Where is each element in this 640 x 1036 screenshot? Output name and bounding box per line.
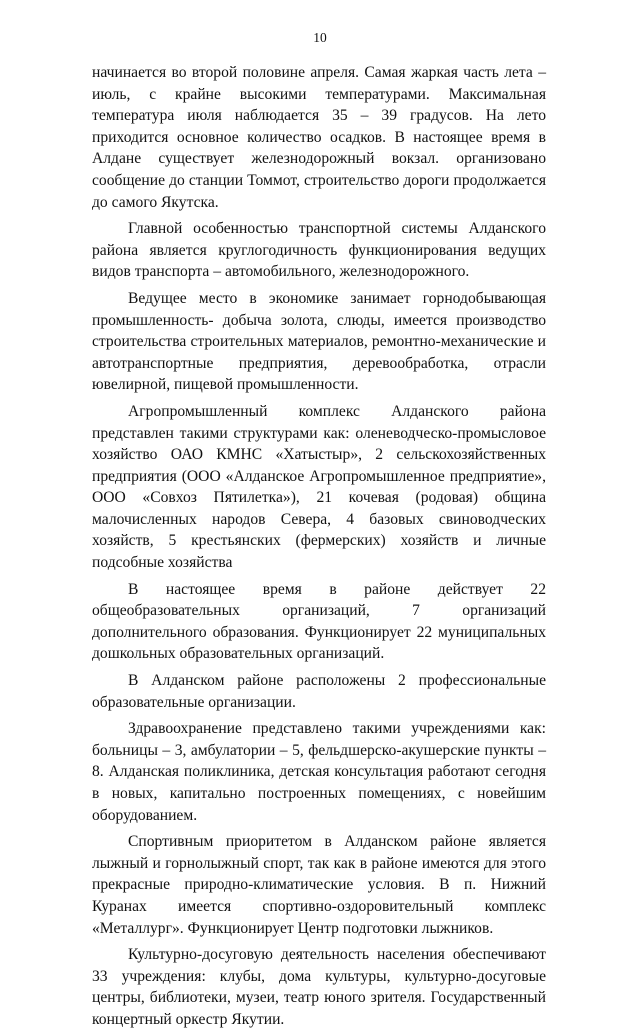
page-number: 10	[313, 30, 327, 45]
document-body	[92, 62, 546, 1036]
paragraph-sport: Спортивным приоритетом в Алданском районе является лыжный и горнолыжный спорт, так как в районе имеются для этого прекрасные природно-климатические условия. В п. Нижний Куранах имеется спортивно-оздоровительный комплекс «Металлург». Функционирует Центр подготовки лыжников.	[92, 833, 546, 937]
paragraph-healthcare: Здравоохранение представлено такими учреждениями как: больницы – 3, амбулатории – 5, фельдшерско-акушерские пункты – 8. Алданская поликлиника, детская консультация работают сегодня в новых, капитально построенных помещениях, с новейшим оборудованием.	[92, 720, 546, 824]
paragraph-agro-complex: Агропромышленный комплекс Алданского района представлен такими структурами как: оленеводческо-промысловое хозяйство ОАО КМНС «Хатыстыр», 2 сельскохозяйственных предприятия (ООО «Алданское Агропромышленное предприятие», ООО «Совхоз Пятилетка»), 21 кочевая (родовая) община малочисленных народов Севера, 4 базовых свиноводческих хозяйств, 5 крестьянских (фермерских) хозяйств и личные подсобные хозяйства	[92, 402, 546, 572]
paragraph-culture: Культурно-досуговую деятельность населения обеспечивают 33 учреждения: клубы, дома культуры, культурно-досуговые центры, библиотеки, музеи, театр юного зрителя. Государственный концертный оркестр Якутии.	[92, 946, 546, 1028]
paragraph-climate-transport: начинается во второй половине апреля. Самая жаркая часть лета – июль, с крайне высокими температурами. Максимальная температура июля наблюдается 35 – 39 градусов. На лето приходится основное количество осадков. В настоящее время в Алдане существует железнодорожный вокзал. организовано сообщение до станции Томмот, строительство дороги продолжается до самого Якутска.	[92, 64, 546, 211]
paragraph-professional-education: В Алданском районе расположены 2 профессиональные образовательные организации.	[92, 672, 546, 711]
paragraph-education: В настоящее время в районе действует 22 общеобразовательных организаций, 7 организаций дополнительного образования. Функционирует 22 муниципальных дошкольных образовательных организаций.	[92, 580, 546, 663]
paragraph-transport-system: Главной особенностью транспортной системы Алданского района является круглогодичность функционирования ведущих видов транспорта – автомобильного, железнодорожного.	[92, 220, 546, 281]
paragraph-economy: Ведущее место в экономике занимает горнодобывающая промышленность- добыча золота, слюды, имеется производство строительства строительных материалов, ремонтно-механические и автотранспортные предприятия, деревообработка, отрасли ювелирной, пищевой промышленности.	[92, 289, 546, 394]
